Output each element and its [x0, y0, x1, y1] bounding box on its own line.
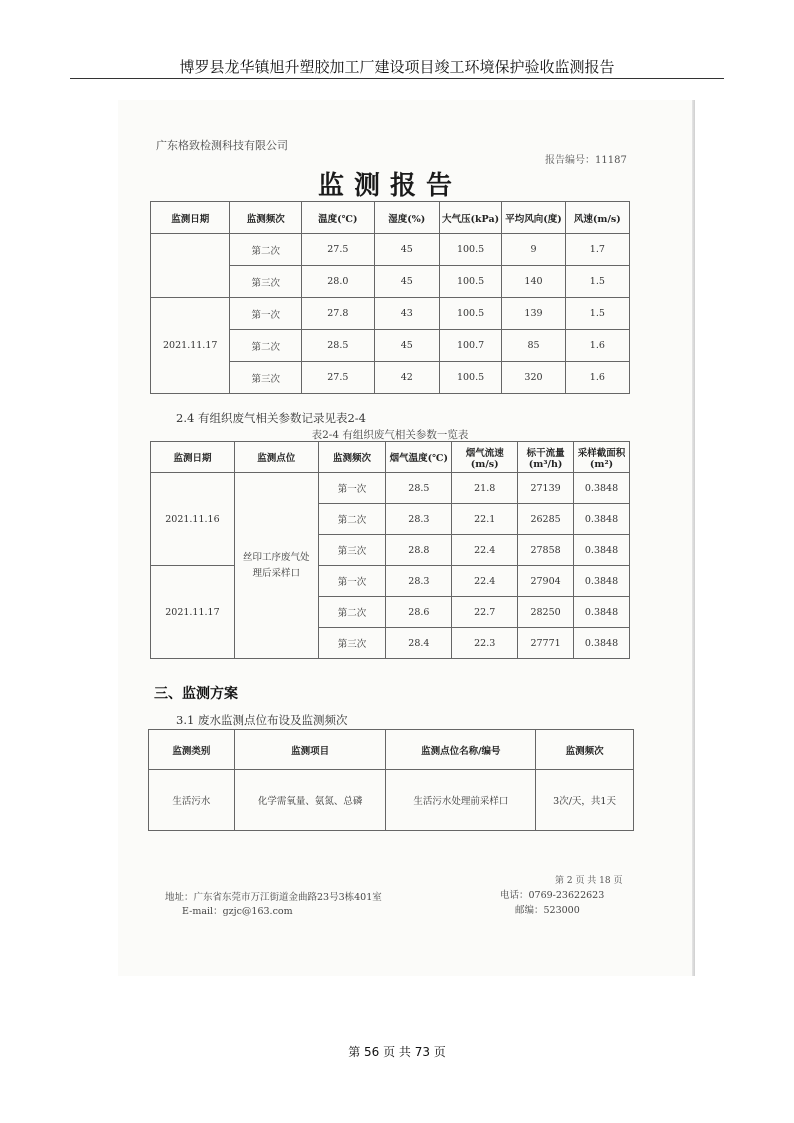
area-cell: 0.3848: [574, 597, 630, 628]
flow-cell: 26285: [518, 504, 574, 535]
wind-dir-cell: 320: [502, 362, 565, 394]
freq-cell: 第三次: [230, 266, 302, 298]
header-cell: 烟气温度(℃): [386, 442, 452, 473]
pressure-cell: 100.5: [439, 362, 502, 394]
humidity-cell: 43: [374, 298, 439, 330]
temp-cell: 28.5: [302, 330, 375, 362]
table-row: [151, 234, 630, 266]
company-address: 地址：广东省东莞市万江街道金曲路23号3栋401室: [165, 892, 382, 903]
table-row: [151, 298, 630, 330]
temp-cell: 28.4: [386, 628, 452, 659]
page-footer: 第 56 页 共 73 页: [348, 1045, 446, 1059]
freq-cell: 3次/天，共1天: [536, 770, 634, 831]
pressure-cell: 100.5: [439, 298, 502, 330]
temp-cell: 28.5: [386, 473, 452, 504]
humidity-cell: 42: [374, 362, 439, 394]
freq-cell: 第二次: [318, 504, 386, 535]
table-row: [151, 473, 630, 504]
wind-speed-cell: 1.6: [565, 362, 629, 394]
freq-cell: 第三次: [318, 628, 386, 659]
header-cell: 监测日期: [151, 442, 235, 473]
area-cell: 0.3848: [574, 504, 630, 535]
company-phone: 电话：0769-23622623: [500, 890, 605, 901]
wind-dir-cell: 85: [502, 330, 565, 362]
category-cell: 生活污水: [149, 770, 235, 831]
velocity-cell: 22.4: [452, 535, 518, 566]
header-cell: 采样截面积(m²): [574, 442, 630, 473]
header-cell: 风速(m/s): [565, 202, 629, 234]
monitoring-plan-table: [148, 729, 634, 831]
header-cell: 监测日期: [151, 202, 230, 234]
page-header: 博罗县龙华镇旭升塑胶加工厂建设项目竣工环境保护验收监测报告: [70, 56, 724, 79]
temp-cell: 27.8: [302, 298, 375, 330]
header-cell: 平均风向(度): [502, 202, 565, 234]
wind-dir-cell: 140: [502, 266, 565, 298]
velocity-cell: 22.1: [452, 504, 518, 535]
sampling-point-cell: 丝印工序废气处理后采样口: [234, 473, 318, 659]
table-row: [149, 770, 634, 831]
area-cell: 0.3848: [574, 566, 630, 597]
header-cell: 烟气流速(m/s): [452, 442, 518, 473]
temp-cell: 28.0: [302, 266, 375, 298]
freq-cell: 第三次: [318, 535, 386, 566]
velocity-cell: 22.7: [452, 597, 518, 628]
plan-table-header: [149, 730, 634, 770]
exhaust-params-table: [150, 441, 630, 659]
freq-cell: 第二次: [230, 234, 302, 266]
report-title: 监测报告: [317, 171, 462, 201]
exhaust-table-header: [151, 442, 630, 473]
temp-cell: 27.5: [302, 362, 375, 394]
freq-cell: 第一次: [318, 473, 386, 504]
freq-cell: 第一次: [230, 298, 302, 330]
section-3-1-heading: 3.1 废水监测点位布设及监测频次: [176, 713, 348, 727]
velocity-cell: 21.8: [452, 473, 518, 504]
freq-cell: 第一次: [318, 566, 386, 597]
header-cell: 监测类别: [149, 730, 235, 770]
flow-cell: 28250: [518, 597, 574, 628]
section-2-4-heading: 2.4 有组织废气相关参数记录见表2-4: [176, 411, 366, 425]
header-cell: 监测项目: [234, 730, 386, 770]
date-cell: [151, 234, 230, 298]
area-cell: 0.3848: [574, 628, 630, 659]
flow-cell: 27771: [518, 628, 574, 659]
header-cell: 大气压(kPa): [439, 202, 502, 234]
report-number: 报告编号：11187: [545, 155, 627, 166]
freq-cell: 第三次: [230, 362, 302, 394]
freq-cell: 第二次: [230, 330, 302, 362]
temp-cell: 28.3: [386, 566, 452, 597]
date-cell: 2021.11.16: [151, 473, 235, 566]
wind-dir-cell: 9: [502, 234, 565, 266]
company-name: 广东格致检测科技有限公司: [156, 139, 288, 152]
freq-cell: 第二次: [318, 597, 386, 628]
scan-edge-shadow: [692, 100, 695, 976]
wind-speed-cell: 1.5: [565, 266, 629, 298]
humidity-cell: 45: [374, 266, 439, 298]
header-cell: 监测频次: [318, 442, 386, 473]
pressure-cell: 100.5: [439, 234, 502, 266]
wind-dir-cell: 139: [502, 298, 565, 330]
header-cell: 温度(℃): [302, 202, 375, 234]
velocity-cell: 22.3: [452, 628, 518, 659]
header-cell: 监测点位: [234, 442, 318, 473]
weather-table: [150, 201, 630, 394]
items-cell: 化学需氧量、氨氮、总磷: [234, 770, 386, 831]
pressure-cell: 100.5: [439, 266, 502, 298]
inner-page-number: 第 2 页 共 18 页: [555, 876, 623, 886]
velocity-cell: 22.4: [452, 566, 518, 597]
flow-cell: 27139: [518, 473, 574, 504]
date-cell: 2021.11.17: [151, 566, 235, 659]
temp-cell: 28.6: [386, 597, 452, 628]
header-cell: 标干流量(m³/h): [518, 442, 574, 473]
humidity-cell: 45: [374, 330, 439, 362]
pressure-cell: 100.7: [439, 330, 502, 362]
weather-table-header: [151, 202, 630, 234]
wind-speed-cell: 1.7: [565, 234, 629, 266]
table-row: [151, 566, 630, 597]
area-cell: 0.3848: [574, 473, 630, 504]
temp-cell: 27.5: [302, 234, 375, 266]
flow-cell: 27904: [518, 566, 574, 597]
header-cell: 湿度(%): [374, 202, 439, 234]
point-cell: 生活污水处理前采样口: [386, 770, 536, 831]
date-cell: 2021.11.17: [151, 298, 230, 394]
company-email: E-mail：gzjc@163.com: [182, 906, 293, 917]
header-cell: 监测频次: [536, 730, 634, 770]
humidity-cell: 45: [374, 234, 439, 266]
table-2-4-caption: 表2-4 有组织废气相关参数一览表: [311, 429, 469, 441]
temp-cell: 28.3: [386, 504, 452, 535]
section-3-heading: 三、监测方案: [154, 686, 238, 702]
header-cell: 监测点位名称/编号: [386, 730, 536, 770]
temp-cell: 28.8: [386, 535, 452, 566]
wind-speed-cell: 1.6: [565, 330, 629, 362]
wind-speed-cell: 1.5: [565, 298, 629, 330]
flow-cell: 27858: [518, 535, 574, 566]
header-cell: 监测频次: [230, 202, 302, 234]
company-postcode: 邮编：523000: [515, 905, 580, 916]
area-cell: 0.3848: [574, 535, 630, 566]
